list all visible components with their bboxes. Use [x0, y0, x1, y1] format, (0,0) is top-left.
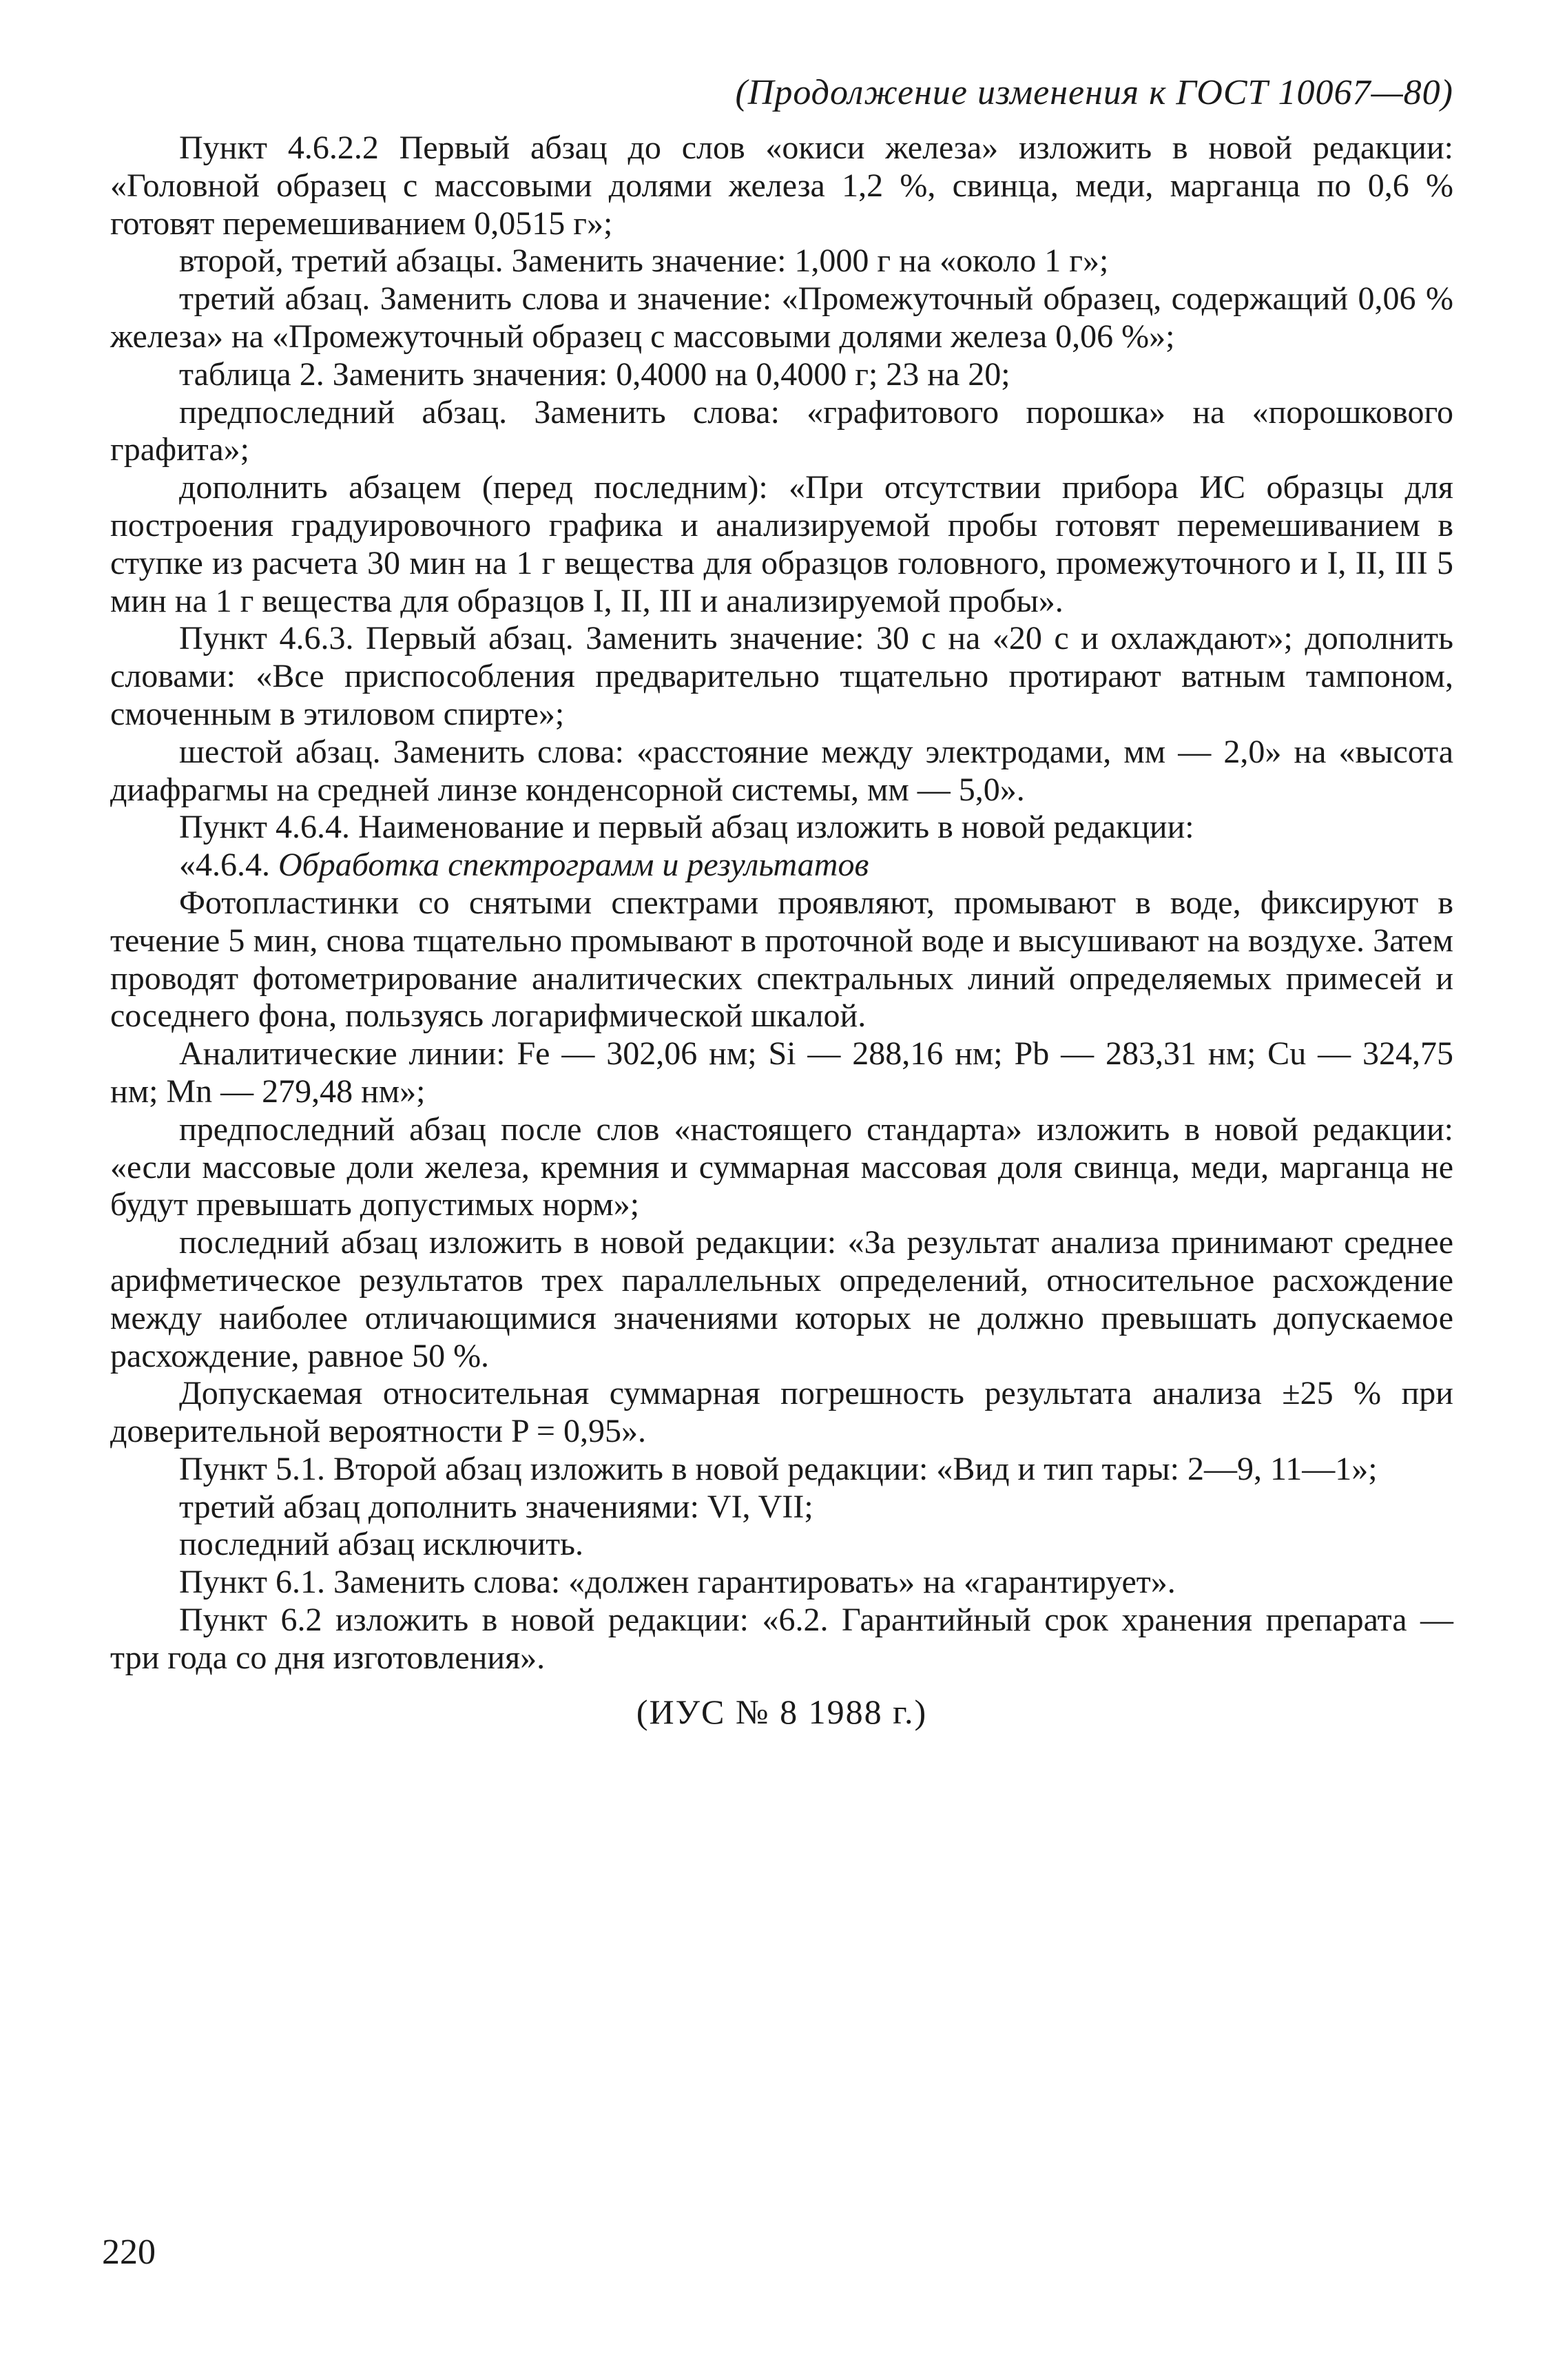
section-title-text: Обработка спектрограмм и результатов	[278, 847, 869, 884]
paragraph-third-values: третий абзац дополнить значениями: VI, VII;	[179, 1488, 813, 1525]
paragraph-5-1: Пункт 5.1. Второй абзац изложить в новой редакции: «Вид и тип тары: 2—9, 11—1»;	[179, 1450, 1378, 1487]
paragraph-third: третий абзац. Заменить слова и значение: «Промежуточный образец, содержащий 0,06 % железа» на «Промежуточный образец с массовыми долями железа 0,06 %»;	[110, 280, 1453, 355]
paragraph-6-2: Пункт 6.2 изложить в новой редакции: «6.2. Гарантийный срок хранения препарата — три года со дня изготовления».	[110, 1602, 1453, 1676]
section-title	[110, 847, 1453, 884]
paragraph-analytical-lines: Аналитические линии: Fe — 302,06 нм; Si — 288,16 нм; Pb — 283,31 нм; Cu — 324,75 нм; Mn — 279,48 нм»;	[110, 1035, 1453, 1110]
paragraph-last: последний абзац изложить в новой редакции: «За результат анализа принимают среднее арифметическое результатов трех параллельных определений, относительное расхождение между наиболее отличающимися значениями которых не должно превышать допускаемое расхождение, равное 50 %.	[110, 1224, 1453, 1374]
paragraph-penultimate: предпоследний абзац. Заменить слова: «графитового порошка» на «порошкового графита»;	[110, 393, 1453, 468]
paragraph-exclude: последний абзац исключить.	[179, 1526, 583, 1563]
paragraph-4-6-3: Пункт 4.6.3. Первый абзац. Заменить значение: 30 с на «20 с и охлаждают»; дополнить словами: «Все приспособления предварительно тщательно протирают ватным тампоном, смоченным в этиловом спирте»;	[110, 620, 1453, 732]
page-number: 220	[102, 2233, 156, 2272]
section-title-prefix: «4.6.4.	[179, 847, 278, 884]
paragraph-second-third: второй, третий абзацы. Заменить значение: 1,000 г на «около 1 г»;	[179, 242, 1109, 280]
source-reference: (ИУС № 8 1988 г.)	[636, 1692, 928, 1731]
paragraph-6-1: Пункт 6.1. Заменить слова: «должен гарантировать» на «гарантирует».	[179, 1564, 1176, 1601]
page-header: (Продолжение изменения к ГОСТ 10067—80)	[735, 73, 1453, 112]
paragraph-4-6-2-2: Пункт 4.6.2.2 Первый абзац до слов «окиси железа» изложить в новой редакции: «Головной образец с массовыми долями железа 1,2 %, свинца, меди, марганца по 0,6 % готовят перемешиванием 0,0515 г»;	[110, 130, 1453, 242]
paragraph-addition: дополнить абзацем (перед последним): «При отсутствии прибора ИС образцы для построения градуировочного графика и анализируемой пробы готовят перемешиванием в ступке из расчета 30 мин на 1 г вещества для образцов головного, промежуточного и I, II, III 5 мин на 1 г вещества для образцов I, II, III и анализируемой пробы».	[110, 469, 1453, 619]
document-body	[110, 130, 1453, 1732]
paragraph-table-2: таблица 2. Заменить значения: 0,4000 на 0,4000 г; 23 на 20;	[179, 355, 1010, 393]
paragraph-tolerance: Допускаемая относительная суммарная погрешность результата анализа ±25 % при доверительной вероятности P = 0,95».	[110, 1375, 1453, 1450]
paragraph-sixth: шестой абзац. Заменить слова: «расстояние между электродами, мм — 2,0» на «высота диафрагмы на средней линзе конденсорной системы, мм — 5,0».	[110, 733, 1453, 808]
paragraph-penultimate-2: предпоследний абзац после слов «настоящего стандарта» изложить в новой редакции: «если массовые доли железа, кремния и суммарная массовая доля свинца, меди, марганца не будут превышать допустимых норм»;	[110, 1110, 1453, 1223]
document-page	[110, 69, 1453, 1732]
paragraph-4-6-4: Пункт 4.6.4. Наименование и первый абзац изложить в новой редакции:	[179, 809, 1194, 846]
paragraph-photoplates: Фотопластинки со снятыми спектрами проявляют, промывают в воде, фиксируют в течение 5 мин, снова тщательно промывают в проточной воде и высушивают на воздухе. Затем проводят фотометрирование аналитических спектральных линий определяемых примесей и соседнего фона, пользуясь логарифмической шкалой.	[110, 884, 1453, 1035]
